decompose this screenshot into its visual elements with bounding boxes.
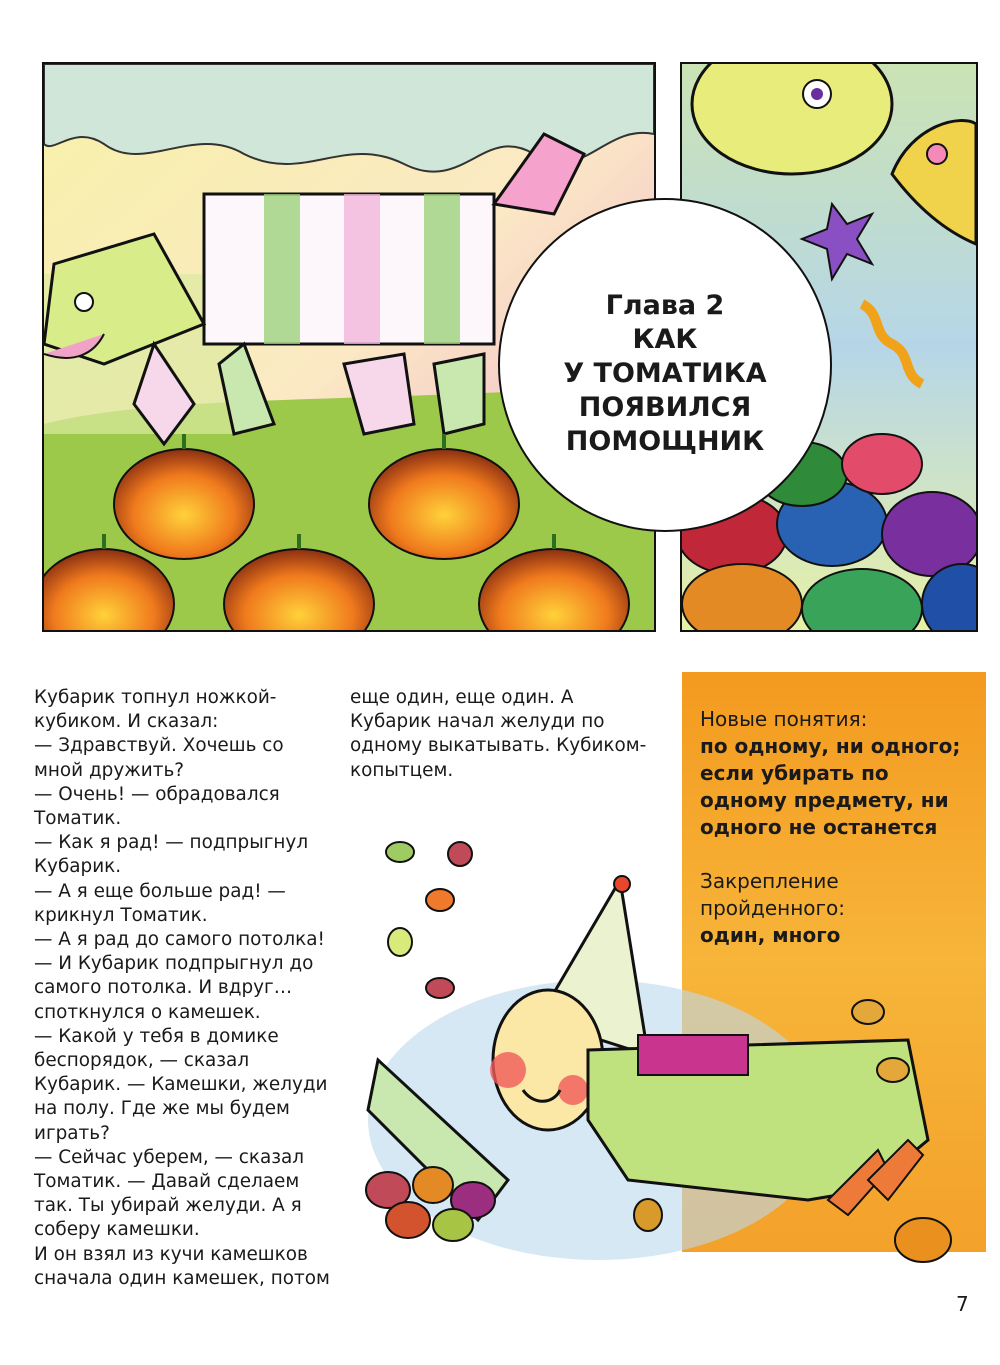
story-paragraph: — Сейчас уберем, — сказал Томатик. — Давай сделаем так. Ты убирай желуди. А я соберу камешки. bbox=[34, 1146, 305, 1241]
review-label: Закрепление пройденного: bbox=[700, 869, 846, 920]
review-item: один, много bbox=[700, 923, 841, 947]
chapter-title bbox=[563, 323, 766, 459]
story-paragraph: — Как я рад! — подпрыгнул Кубарик. bbox=[34, 832, 309, 878]
concepts-sidebar bbox=[700, 706, 980, 949]
story-paragraph: И он взял из кучи камешков сначала один камешек, потом bbox=[34, 1243, 330, 1289]
chapter-title-line: ПОЯВИЛСЯ bbox=[578, 391, 752, 423]
story-column-2 bbox=[350, 686, 660, 783]
story-paragraph: — А я рад до самого потолка! — И Кубарик подпрыгнул до самого потолка. И вдруг… споткнулся о камешек. bbox=[34, 929, 325, 1023]
story-paragraph: — Какой у тебя в домике беспорядок, — сказал Кубарик. — Камешки, желуди на полу. Где же мы будем играть? bbox=[34, 1025, 328, 1144]
story-paragraph: — Здравствуй. Хочешь со мной дружить? bbox=[34, 735, 284, 781]
story-column-1 bbox=[34, 686, 330, 1291]
story-paragraph: еще один, еще один. А Кубарик начал желуди по одному выкатывать. Кубиком-копытцем. bbox=[350, 687, 647, 781]
page-number: 7 bbox=[956, 1292, 969, 1316]
chapter-title-line: У ТОМАТИКА bbox=[563, 357, 767, 389]
story-paragraph: — Очень! — обрадовался Томатик. bbox=[34, 783, 280, 830]
new-concept-item: если убирать по одному предмету, ни одного не останется bbox=[700, 761, 949, 839]
chapter-title-line: ПОМОЩНИК bbox=[565, 425, 765, 457]
chapter-label: Глава 2 bbox=[605, 290, 725, 322]
chapter-title-badge bbox=[498, 198, 832, 532]
chapter-title-line: КАК bbox=[632, 323, 698, 355]
story-paragraph: Кубарик топнул ножкой-кубиком. И сказал: bbox=[34, 687, 277, 733]
new-concepts-label: Новые понятия: bbox=[700, 707, 868, 731]
story-paragraph: — А я еще больше рад! — крикнул Томатик. bbox=[34, 880, 286, 926]
new-concept-item: по одному, ни одного; bbox=[700, 734, 961, 758]
